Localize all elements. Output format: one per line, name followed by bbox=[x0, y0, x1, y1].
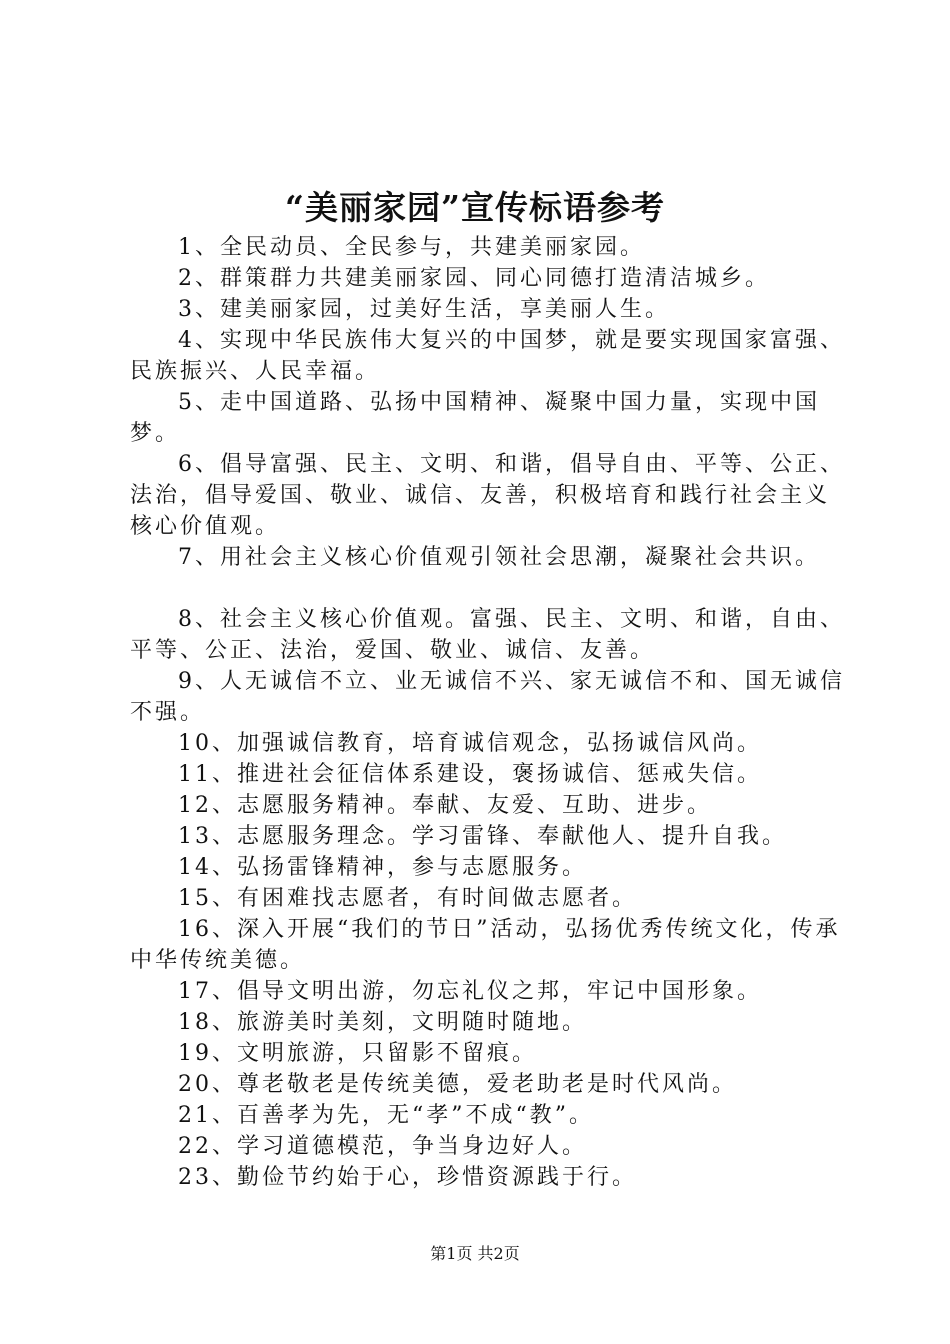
slogan-item: 20、尊老敬老是传统美德，爱老助老是时代风尚。 bbox=[178, 1072, 737, 1097]
slogan-item: 7、用社会主义核心价值观引领社会思潮，凝聚社会共识。 bbox=[178, 545, 820, 570]
slogan-item: 8、社会主义核心价值观。富强、民主、文明、和谐，自由、平等、公正、法治，爱国、敬业、诚信、友善。 bbox=[130, 607, 845, 663]
slogan-item: 10、加强诚信教育，培育诚信观念，弘扬诚信风尚。 bbox=[178, 731, 762, 756]
slogan-item: 14、弘扬雷锋精神，参与志愿服务。 bbox=[178, 855, 587, 880]
slogan-item: 13、志愿服务理念。学习雷锋、奉献他人、提升自我。 bbox=[178, 824, 787, 849]
slogan-item: 17、倡导文明出游，勿忘礼仪之邦，牢记中国形象。 bbox=[178, 979, 762, 1004]
slogan-item: 4、实现中华民族伟大复兴的中国梦，就是要实现国家富强、民族振兴、人民幸福。 bbox=[130, 328, 845, 384]
document-title: “美丽家园”宣传标语参考 bbox=[285, 188, 665, 227]
slogan-list bbox=[130, 232, 852, 1193]
slogan-item: 18、旅游美时美刻，文明随时随地。 bbox=[178, 1010, 587, 1035]
slogan-item: 16、深入开展“我们的节日”活动，弘扬优秀传统文化，传承中华传统美德。 bbox=[130, 917, 841, 973]
slogan-item: 1、全民动员、全民参与，共建美丽家园。 bbox=[178, 235, 645, 260]
slogan-item: 19、文明旅游，只留影不留痕。 bbox=[178, 1041, 537, 1066]
slogan-item: 23、勤俭节约始于心，珍惜资源践于行。 bbox=[178, 1165, 637, 1190]
slogan-item: 2、群策群力共建美丽家园、同心同德打造清洁城乡。 bbox=[178, 266, 770, 291]
slogan-item: 3、建美丽家园，过美好生活，享美丽人生。 bbox=[178, 297, 670, 322]
slogan-item: 11、推进社会征信体系建设，褒扬诚信、惩戒失信。 bbox=[178, 762, 762, 787]
slogan-item: 22、学习道德模范，争当身边好人。 bbox=[178, 1134, 587, 1159]
slogan-item: 15、有困难找志愿者，有时间做志愿者。 bbox=[178, 886, 637, 911]
slogan-item: 5、走中国道路、弘扬中国精神、凝聚中国力量，实现中国梦。 bbox=[130, 390, 820, 446]
slogan-item: 21、百善孝为先，无“孝”不成“教”。 bbox=[178, 1103, 594, 1128]
slogan-item: 12、志愿服务精神。奉献、友爱、互助、进步。 bbox=[178, 793, 712, 818]
page-number-footer: 第1页 共2页 bbox=[430, 1244, 520, 1263]
slogan-item: 6、倡导富强、民主、文明、和谐，倡导自由、平等、公正、法治，倡导爱国、敬业、诚信、友善，积极培育和践行社会主义核心价值观。 bbox=[130, 452, 845, 539]
slogan-item: 9、人无诚信不立、业无诚信不兴、家无诚信不和、国无诚信不强。 bbox=[130, 669, 845, 725]
